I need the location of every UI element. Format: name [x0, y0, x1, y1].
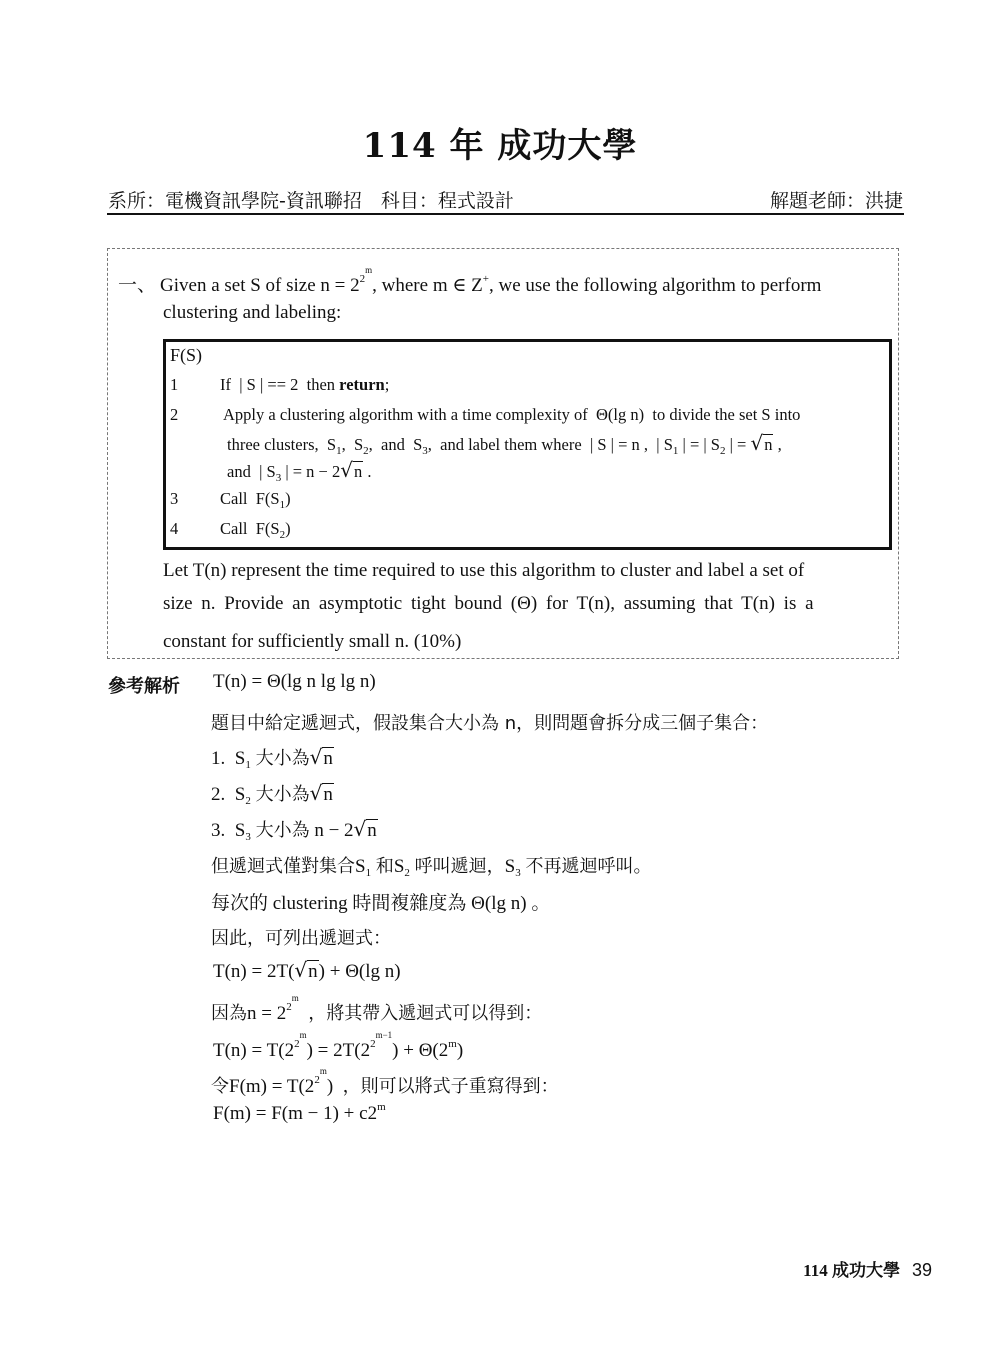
- solution-recursion-note: 但遞迴式僅對集合$S_1$ 和$S_2$ 呼叫遞迴，$S_3$ 不再遞迴呼叫。: [211, 856, 652, 879]
- solution-substituted-recurrence: $T(n) = T(2^{2^m}) = 2T(2^{2^{m-1}}) + \Theta(2^m)$: [213, 1030, 464, 1061]
- header-divider: [107, 213, 904, 215]
- question-number: 一、: [118, 274, 157, 296]
- algorithm-step-2: 2 Apply a clustering algorithm with a time complexity of Θ(lg n) to divide the set S into: [170, 405, 801, 424]
- solution-item-3: 3. $S_3$ 大小為 n − 2√n: [211, 817, 377, 843]
- question-after-2: size n. Provide an asymptotic tight bound (Θ) for T(n), assuming that T(n) is a: [163, 593, 814, 614]
- algorithm-step-4: 4 Call $F(S_2)$: [170, 519, 291, 541]
- solution-clustering-cost: 每次的 clustering 時間複雜度為 Θ(lg n) 。: [211, 893, 551, 914]
- page-number: 39: [911, 1260, 932, 1280]
- question-line-2: clustering and labeling:: [163, 302, 342, 323]
- solution-substitution: 因為$n = 2^{2^m}$ ，將其帶入遞迴式可以得到：: [211, 993, 543, 1024]
- question-after-3: constant for sufficiently small n. (10%): [163, 631, 462, 652]
- solution-answer: T(n) = Θ(lg n lg lg n): [213, 671, 376, 692]
- question-after-1: Let T(n) represent the time required to use this algorithm to cluster and label a set of: [163, 560, 805, 581]
- teacher-name: 解題老師：洪捷: [769, 190, 903, 212]
- solution-label: 參考解析: [108, 676, 180, 697]
- solution-recurrence: T(n) = 2T(√n) + Θ(lg n): [213, 958, 401, 982]
- solution-item-2: 2. $S_2$ 大小為√n: [211, 781, 333, 807]
- page-footer: [803, 1256, 932, 1281]
- page-title: 114 年 成功大學: [362, 126, 638, 166]
- question-line-1: 一、 Given a set S of size $n = 2^{2^m}$, where m ∈ Z+, we use the following algorithm to perform: [118, 265, 822, 296]
- solution-f-recurrence: $F(m) = F(m - 1) + c2^m$: [213, 1101, 386, 1124]
- department-subject: 系所：電機資訊學院-資訊聯招 科目：程式設計: [108, 190, 514, 212]
- algorithm-step-3: 3 Call $F(S_1)$: [170, 489, 291, 511]
- solution-define-f: 令$F(m) = T(2^{2^m})$ ，則可以將式子重寫得到：: [211, 1066, 559, 1097]
- solution-recurrence-intro: 因此，可列出遞迴式：: [211, 928, 391, 949]
- footer-title: 114 成功大學: [803, 1261, 900, 1280]
- solution-intro: 題目中給定遞迴式，假設集合大小為 n，則問題會拆分成三個子集合：: [211, 713, 769, 734]
- algorithm-name: F(S): [170, 345, 203, 365]
- algorithm-step-1: 1 If | S | == 2 then return;: [170, 375, 390, 394]
- solution-item-1: 1. $S_1$ 大小為√n: [211, 745, 333, 771]
- algorithm-step-2-cont: three clusters, $S_1$, $S_2$, and $S_3$, and label them where | S | = n , | $S_1$ | = | $S_2$ | = √n ,: [227, 431, 782, 457]
- algorithm-step-2-end: and | $S_3$ | = n − 2√n .: [227, 458, 372, 484]
